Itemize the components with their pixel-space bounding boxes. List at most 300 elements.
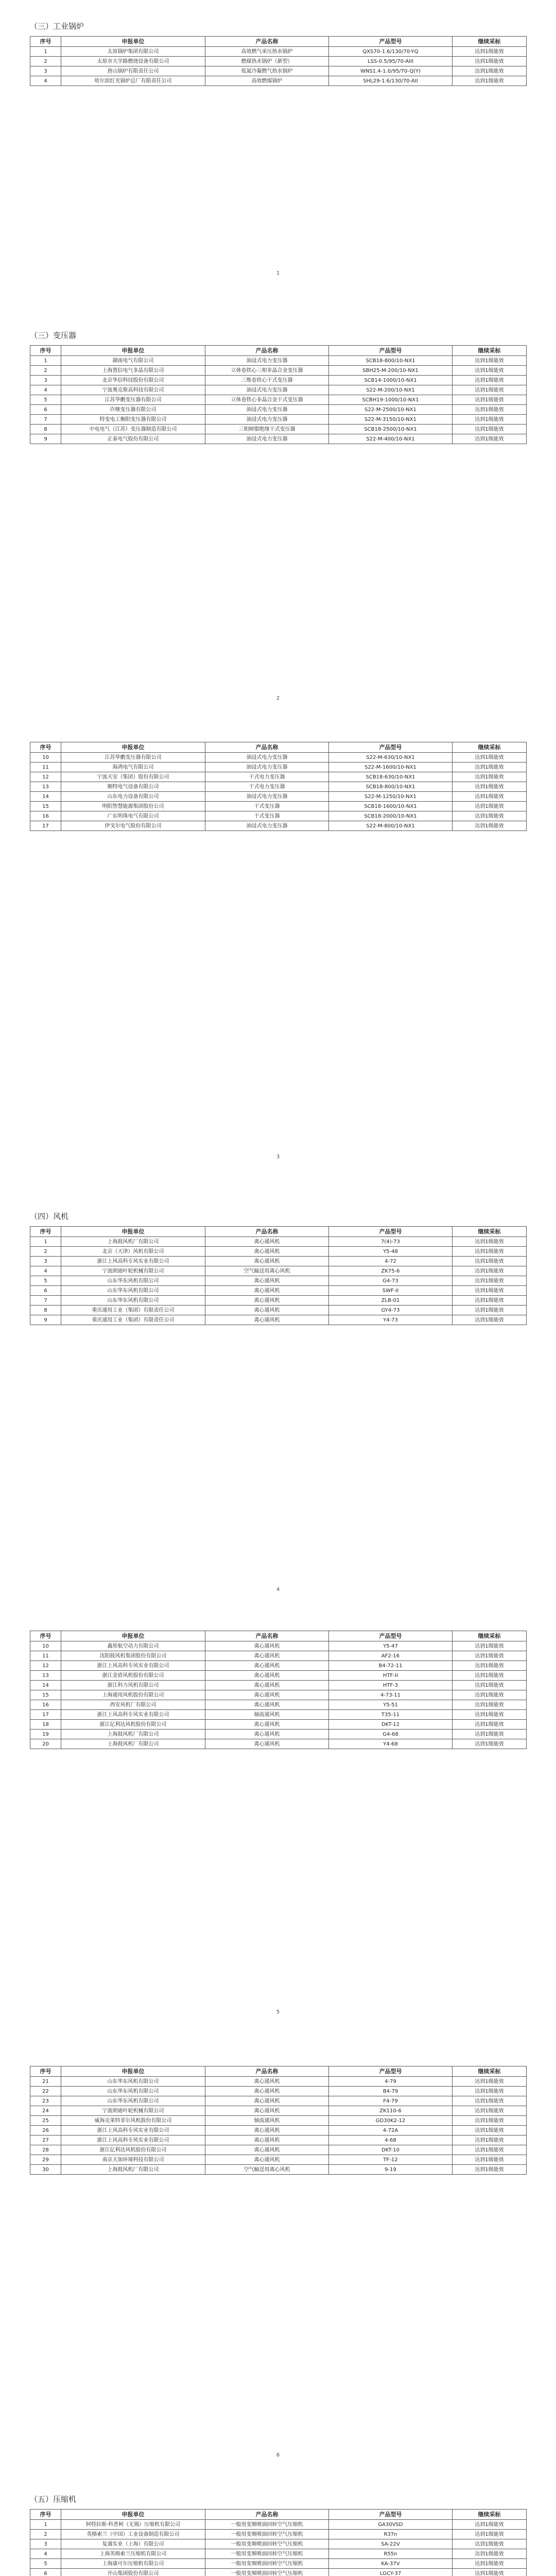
product-model: ZLB-01	[329, 1296, 453, 1306]
product-name: 油浸式电力变压器	[205, 821, 329, 831]
column-header: 继续采标	[453, 1631, 527, 1641]
row-number: 24	[30, 2106, 61, 2116]
product-name: 立体卷铁心三相非晶合金变压器	[205, 366, 329, 376]
product-model: DKT-12	[329, 1720, 453, 1730]
energy-level: 达到1级能效	[453, 772, 527, 782]
table-row	[30, 1257, 527, 1266]
energy-level: 达到1级能效	[453, 1641, 527, 1651]
applicant-unit: 上海鼓风机厂有限公司	[61, 2165, 205, 2175]
product-model: Y4-73	[329, 1315, 453, 1325]
energy-level: 达到1级能效	[453, 434, 527, 444]
energy-level: 达到1级能效	[453, 1720, 527, 1730]
energy-level: 达到1级能效	[453, 2096, 527, 2106]
product-name: 轴流通风机	[205, 1710, 329, 1720]
applicant-unit: 南京天加环境科技有限公司	[61, 2155, 205, 2165]
row-number: 18	[30, 1720, 61, 1730]
product-name: 一般用变频喷油回转空气压缩机	[205, 2530, 329, 2539]
energy-level: 达到1级能效	[453, 2165, 527, 2175]
product-name: 离心通风机	[205, 2145, 329, 2155]
column-header: 序号	[30, 37, 61, 47]
applicant-unit: 浙江亿利达风机股份有限公司	[61, 1720, 205, 1730]
product-model: GY4-73	[329, 1306, 453, 1315]
product-model: B4-79	[329, 2087, 453, 2096]
energy-level: 达到1级能效	[453, 1710, 527, 1720]
spec-table	[30, 36, 527, 86]
table-row	[30, 405, 527, 415]
product-model: HTF-II	[329, 1671, 453, 1681]
row-number: 26	[30, 2126, 61, 2136]
table-row	[30, 1306, 527, 1315]
product-name: 油浸式电力变压器	[205, 762, 329, 772]
product-model: T35-11	[329, 1710, 453, 1720]
product-model: QXS70-1.6/130/70-YQ	[329, 47, 453, 57]
applicant-unit: 山东华东风机有限公司	[61, 2096, 205, 2106]
product-model: HTF-3	[329, 1681, 453, 1690]
product-name: 离心通风机	[205, 1296, 329, 1306]
product-name: 油浸式电力变压器	[205, 385, 329, 395]
table-row	[30, 2165, 527, 2175]
product-name: 低氮冷凝燃气热水锅炉	[205, 66, 329, 76]
applicant-unit: 重庆通用工业（集团）有限责任公司	[61, 1306, 205, 1315]
table-row	[30, 2126, 527, 2136]
applicant-unit: 中电电气（江苏）变压器制造有限公司	[61, 425, 205, 434]
energy-level: 达到1级能效	[453, 1661, 527, 1671]
energy-level: 达到1级能效	[453, 2155, 527, 2165]
applicant-unit: 上海鼓风机厂有限公司	[61, 1730, 205, 1739]
row-number: 4	[30, 2549, 61, 2559]
energy-level: 达到1级能效	[453, 1237, 527, 1247]
product-name: 离心通风机	[205, 1257, 329, 1266]
column-header: 申报单位	[61, 2510, 205, 2520]
product-model: S22-M-1250/10-NX1	[329, 792, 453, 802]
energy-level: 达到1级能效	[453, 1296, 527, 1306]
product-name: 干式变压器	[205, 811, 329, 821]
product-model: AF2-16	[329, 1651, 453, 1661]
product-model: 4-79	[329, 2077, 453, 2087]
row-number: 22	[30, 2087, 61, 2096]
applicant-unit: 浙江上风高科专风实业有限公司	[61, 2126, 205, 2136]
row-number: 30	[30, 2165, 61, 2175]
product-model: S22-M-3150/10-NX1	[329, 415, 453, 425]
spec-table	[30, 345, 527, 444]
applicant-unit: 上海鼓风机厂有限公司	[61, 1739, 205, 1749]
table-row	[30, 425, 527, 434]
product-model: LSS-0.5/95/70-AIII	[329, 57, 453, 66]
applicant-unit: 正泰电气股份有限公司	[61, 434, 205, 444]
product-model: Y5-48	[329, 1247, 453, 1257]
product-model: SA-22V	[329, 2539, 453, 2549]
table-row	[30, 1671, 527, 1681]
applicant-unit: 广东明珠电气有限公司	[61, 811, 205, 821]
row-number: 9	[30, 1315, 61, 1325]
product-model: R37n	[329, 2530, 453, 2539]
applicant-unit: 江苏华鹏变压器有限公司	[61, 395, 205, 405]
row-number: 19	[30, 1730, 61, 1739]
row-number: 23	[30, 2096, 61, 2106]
table-row	[30, 76, 527, 86]
product-name: 空气输送用离心风机	[205, 2165, 329, 2175]
applicant-unit: 浙江上风高科专风实业有限公司	[61, 1257, 205, 1266]
product-name: 轴流通风机	[205, 2116, 329, 2126]
row-number: 25	[30, 2116, 61, 2126]
table-row	[30, 1286, 527, 1296]
column-header: 产品型号	[329, 1227, 453, 1237]
table-row	[30, 1266, 527, 1276]
product-model: SCB18-1600/10-NX1	[329, 802, 453, 811]
product-model: S22-M-200/10-NX1	[329, 385, 453, 395]
applicant-unit: 鑫彤航空动力有限公司	[61, 1641, 205, 1651]
product-name: 一般用变频喷油回转空气压缩机	[205, 2559, 329, 2569]
spec-table	[30, 2509, 527, 2576]
energy-level: 达到1级能效	[453, 802, 527, 811]
row-number: 7	[30, 415, 61, 425]
product-model: LGCY-37	[329, 2569, 453, 2576]
product-name: 离心通风机	[205, 1720, 329, 1730]
table-row	[30, 2087, 527, 2096]
row-number: 29	[30, 2155, 61, 2165]
product-name: 立体卷铁心非晶合金干式变压器	[205, 395, 329, 405]
energy-level: 达到1级能效	[453, 2539, 527, 2549]
product-name: 干式变压器	[205, 802, 329, 811]
energy-level: 达到1级能效	[453, 395, 527, 405]
row-number: 15	[30, 802, 61, 811]
applicant-unit: 西安风机厂有限公司	[61, 1700, 205, 1710]
applicant-unit: 浙江科力风机有限公司	[61, 1681, 205, 1690]
energy-level: 达到1级能效	[453, 2116, 527, 2126]
table-row	[30, 2096, 527, 2106]
energy-level: 达到1级能效	[453, 811, 527, 821]
row-number: 3	[30, 376, 61, 385]
spec-table	[30, 2066, 527, 2175]
table-row	[30, 2520, 527, 2530]
product-model: S22-M-2500/10-NX1	[329, 405, 453, 415]
table-row	[30, 1710, 527, 1720]
table-row	[30, 792, 527, 802]
product-name: 油浸式电力变压器	[205, 792, 329, 802]
table-row	[30, 395, 527, 405]
product-model: Y5-51	[329, 1700, 453, 1710]
row-number: 11	[30, 762, 61, 772]
column-header: 继续采标	[453, 1227, 527, 1237]
product-name: 空气输送用离心风机	[205, 1266, 329, 1276]
column-header: 序号	[30, 1631, 61, 1641]
energy-level: 达到1级能效	[453, 1651, 527, 1661]
applicant-unit: 上海康可尔压缩机有限公司	[61, 2559, 205, 2569]
applicant-unit: 北京华信科技股份有限公司	[61, 376, 205, 385]
product-name: 离心通风机	[205, 1247, 329, 1257]
energy-level: 达到1级能效	[453, 1315, 527, 1325]
applicant-unit: 山东华东风机有限公司	[61, 1286, 205, 1296]
table-row	[30, 66, 527, 76]
applicant-unit: 唐山锅炉有限责任公司	[61, 66, 205, 76]
column-header: 序号	[30, 1227, 61, 1237]
row-number: 8	[30, 425, 61, 434]
row-number: 13	[30, 1671, 61, 1681]
product-model: F4-79	[329, 2096, 453, 2106]
row-number: 8	[30, 1306, 61, 1315]
energy-level: 达到1级能效	[453, 1700, 527, 1710]
product-name: 离心通风机	[205, 1671, 329, 1681]
column-header: 产品型号	[329, 1631, 453, 1641]
row-number: 4	[30, 385, 61, 395]
table-row	[30, 811, 527, 821]
applicant-unit: 浙江亿利达风机股份有限公司	[61, 2145, 205, 2155]
product-model: Y5-47	[329, 1641, 453, 1651]
row-number: 2	[30, 366, 61, 376]
product-model: SBH25-M-200/10-NX1	[329, 366, 453, 376]
product-model: SCB18-2000/10-NX1	[329, 811, 453, 821]
product-model: S22-M-630/10-NX1	[329, 753, 453, 762]
energy-level: 达到1级能效	[453, 2520, 527, 2530]
energy-level: 达到1级能效	[453, 2106, 527, 2116]
table-row	[30, 1661, 527, 1671]
applicant-unit: 江苏华鹏变压器有限公司	[61, 753, 205, 762]
table-row	[30, 2077, 527, 2087]
column-header: 产品型号	[329, 346, 453, 356]
energy-level: 达到1级能效	[453, 821, 527, 831]
product-name: 离心通风机	[205, 2096, 329, 2106]
energy-level: 达到1级能效	[453, 415, 527, 425]
applicant-unit: 上海鼓风机厂有限公司	[61, 1237, 205, 1247]
table-row	[30, 2106, 527, 2116]
table-row	[30, 2569, 527, 2576]
row-number: 3	[30, 1257, 61, 1266]
column-header: 序号	[30, 346, 61, 356]
product-model: R55n	[329, 2549, 453, 2559]
applicant-unit: 浙江上风高科专风实业有限公司	[61, 1661, 205, 1671]
column-header: 申报单位	[61, 742, 205, 753]
applicant-unit: 海鸿电气有限公司	[61, 762, 205, 772]
column-header: 继续采标	[453, 37, 527, 47]
applicant-unit: 开山集团股份有限公司	[61, 2569, 205, 2576]
row-number: 1	[30, 2520, 61, 2530]
row-number: 9	[30, 434, 61, 444]
product-name: 离心通风机	[205, 1730, 329, 1739]
applicant-unit: 沈阳鼓风机集团股份有限公司	[61, 1651, 205, 1661]
column-header: 继续采标	[453, 742, 527, 753]
table-row	[30, 47, 527, 57]
applicant-unit: 太原市大学路燃烧设备有限公司	[61, 57, 205, 66]
table-row	[30, 1739, 527, 1749]
energy-level: 达到1级能效	[453, 1266, 527, 1276]
applicant-unit: 阿特拉斯·科普柯（无锡）压缩机有限公司	[61, 2520, 205, 2530]
row-number: 20	[30, 1739, 61, 1749]
product-model: B4-72-11	[329, 1661, 453, 1671]
product-name: 离心通风机	[205, 1651, 329, 1661]
energy-level: 达到1级能效	[453, 1681, 527, 1690]
product-name: 离心通风机	[205, 2136, 329, 2145]
product-name: 离心通风机	[205, 1286, 329, 1296]
applicant-unit: 上海置信电气非晶有限公司	[61, 366, 205, 376]
table-row	[30, 762, 527, 772]
table-row	[30, 1690, 527, 1700]
applicant-unit: 哈尔滨红光锅炉总厂有限责任公司	[61, 76, 205, 86]
column-header: 申报单位	[61, 1631, 205, 1641]
page-number: 2	[276, 696, 280, 701]
section-title: （三）工业锅炉	[30, 22, 84, 31]
spec-table	[30, 1631, 527, 1749]
spec-table	[30, 1226, 527, 1325]
spec-table	[30, 742, 527, 831]
row-number: 15	[30, 1690, 61, 1700]
applicant-unit: 宁波奥克斯高科技有限公司	[61, 385, 205, 395]
table-row	[30, 1651, 527, 1661]
product-name: 油浸式电力变压器	[205, 356, 329, 366]
energy-level: 达到1级能效	[453, 2145, 527, 2155]
column-header: 继续采标	[453, 2066, 527, 2077]
page-number: 6	[276, 2452, 280, 2458]
product-model: SCB14-1000/10-NX1	[329, 376, 453, 385]
product-model: SCB18-2500/10-NX1	[329, 425, 453, 434]
applicant-unit: 伊戈尔电气股份有限公司	[61, 821, 205, 831]
product-name: 离心通风机	[205, 2126, 329, 2136]
row-number: 5	[30, 2559, 61, 2569]
table-row	[30, 1237, 527, 1247]
product-name: 离心通风机	[205, 2077, 329, 2087]
energy-level: 达到1级能效	[453, 1286, 527, 1296]
column-header: 产品型号	[329, 2066, 453, 2077]
section-title: （四）风机	[30, 1212, 69, 1221]
energy-level: 达到1级能效	[453, 2087, 527, 2096]
column-header: 产品名称	[205, 2066, 329, 2077]
row-number: 4	[30, 76, 61, 86]
applicant-unit: 上海英格索兰压缩机有限公司	[61, 2549, 205, 2559]
applicant-unit: 浙江金盾风机股份有限公司	[61, 1671, 205, 1681]
column-header: 继续采标	[453, 2510, 527, 2520]
page-number: 5	[276, 2009, 280, 2015]
table-row	[30, 356, 527, 366]
column-header: 产品名称	[205, 2510, 329, 2520]
column-header: 产品型号	[329, 2510, 453, 2520]
table-row	[30, 2539, 527, 2549]
applicant-unit: 浙江上风高科专风实业有限公司	[61, 2136, 205, 2145]
product-model: SCB18-630/10-NX1	[329, 772, 453, 782]
row-number: 10	[30, 753, 61, 762]
row-number: 6	[30, 405, 61, 415]
row-number: 3	[30, 2539, 61, 2549]
energy-level: 达到1级能效	[453, 792, 527, 802]
product-name: 一般用变频喷油回转空气压缩机	[205, 2569, 329, 2576]
product-name: 三相树脂绝缘干式变压器	[205, 425, 329, 434]
product-name: 油浸式电力变压器	[205, 434, 329, 444]
applicant-unit: 宁波朗迪叶轮机械有限公司	[61, 1266, 205, 1276]
applicant-unit: 湖南电气有限公司	[61, 356, 205, 366]
applicant-unit: 上海通用风机股份有限公司	[61, 1690, 205, 1700]
column-header: 序号	[30, 2510, 61, 2520]
product-model: SCB18-800/10-NX1	[329, 782, 453, 792]
row-number: 10	[30, 1641, 61, 1651]
row-number: 2	[30, 2530, 61, 2539]
table-row	[30, 2559, 527, 2569]
product-name: 一般用变频喷油回转空气压缩机	[205, 2539, 329, 2549]
page-number: 3	[276, 1154, 280, 1160]
energy-level: 达到1级能效	[453, 57, 527, 66]
table-row	[30, 772, 527, 782]
product-name: 燃煤热水锅炉（新型）	[205, 57, 329, 66]
row-number: 16	[30, 811, 61, 821]
applicant-unit: 太原锅炉集团有限公司	[61, 47, 205, 57]
table-row	[30, 782, 527, 792]
column-header: 产品名称	[205, 742, 329, 753]
column-header: 产品型号	[329, 742, 453, 753]
product-name: 油浸式电力变压器	[205, 753, 329, 762]
product-model: DKT-10	[329, 2145, 453, 2155]
column-header: 产品名称	[205, 1631, 329, 1641]
applicant-unit: 重庆通用工业（集团）有限责任公司	[61, 1315, 205, 1325]
product-name: 干式电力变压器	[205, 772, 329, 782]
energy-level: 达到1级能效	[453, 376, 527, 385]
table-row	[30, 1641, 527, 1651]
product-model: 4-68	[329, 2136, 453, 2145]
table-row	[30, 2530, 527, 2539]
table-row	[30, 415, 527, 425]
product-name: 离心通风机	[205, 1690, 329, 1700]
product-model: GA30VSD	[329, 2520, 453, 2530]
energy-level: 达到1级能效	[453, 425, 527, 434]
column-header: 序号	[30, 742, 61, 753]
product-model: 4-72A	[329, 2126, 453, 2136]
row-number: 5	[30, 395, 61, 405]
column-header: 继续采标	[453, 346, 527, 356]
table-row	[30, 376, 527, 385]
table-row	[30, 366, 527, 376]
product-model: GD30K2-12	[329, 2116, 453, 2126]
energy-level: 达到1级能效	[453, 47, 527, 57]
energy-level: 达到1级能效	[453, 356, 527, 366]
energy-level: 达到1级能效	[453, 1276, 527, 1286]
column-header: 产品名称	[205, 1227, 329, 1237]
table-row	[30, 1276, 527, 1286]
applicant-unit: 宁波天安（集团）股份有限公司	[61, 772, 205, 782]
product-model: WNS1.4-1.0/95/70-Q(Y)	[329, 66, 453, 76]
applicant-unit: 北京（天津）风机有限公司	[61, 1247, 205, 1257]
product-name: 离心通风机	[205, 1276, 329, 1286]
product-model: 4-72	[329, 1257, 453, 1266]
applicant-unit: 山东华东风机有限公司	[61, 1296, 205, 1306]
row-number: 6	[30, 2569, 61, 2576]
energy-level: 达到1级能效	[453, 76, 527, 86]
row-number: 12	[30, 1661, 61, 1671]
product-name: 一般用变频喷油回转空气压缩机	[205, 2520, 329, 2530]
energy-level: 达到1级能效	[453, 1257, 527, 1266]
applicant-unit: 许继变压器有限公司	[61, 405, 205, 415]
product-model: SHL29-1.6/130/70-AII	[329, 76, 453, 86]
section-title: （五）压缩机	[30, 2495, 77, 2504]
table-row	[30, 2549, 527, 2559]
row-number: 1	[30, 356, 61, 366]
energy-level: 达到1级能效	[453, 1306, 527, 1315]
table-row	[30, 385, 527, 395]
table-row	[30, 1247, 527, 1257]
row-number: 4	[30, 1266, 61, 1276]
applicant-unit: 明阳智慧能源集团股份公司	[61, 802, 205, 811]
product-model: 9-19	[329, 2165, 453, 2175]
product-name: 离心通风机	[205, 1739, 329, 1749]
energy-level: 达到1级能效	[453, 2530, 527, 2539]
applicant-unit: 英格索兰（中国）工业设备制造有限公司	[61, 2530, 205, 2539]
applicant-unit: 顺特电气设备有限公司	[61, 782, 205, 792]
row-number: 28	[30, 2145, 61, 2155]
applicant-unit: 宁波朗迪叶轮机械有限公司	[61, 2106, 205, 2116]
row-number: 21	[30, 2077, 61, 2087]
product-name: 离心通风机	[205, 1306, 329, 1315]
product-model: ZK75-6	[329, 1266, 453, 1276]
row-number: 5	[30, 1276, 61, 1286]
table-row	[30, 2155, 527, 2165]
row-number: 17	[30, 821, 61, 831]
product-model: KA-37V	[329, 2559, 453, 2569]
column-header: 申报单位	[61, 37, 205, 47]
